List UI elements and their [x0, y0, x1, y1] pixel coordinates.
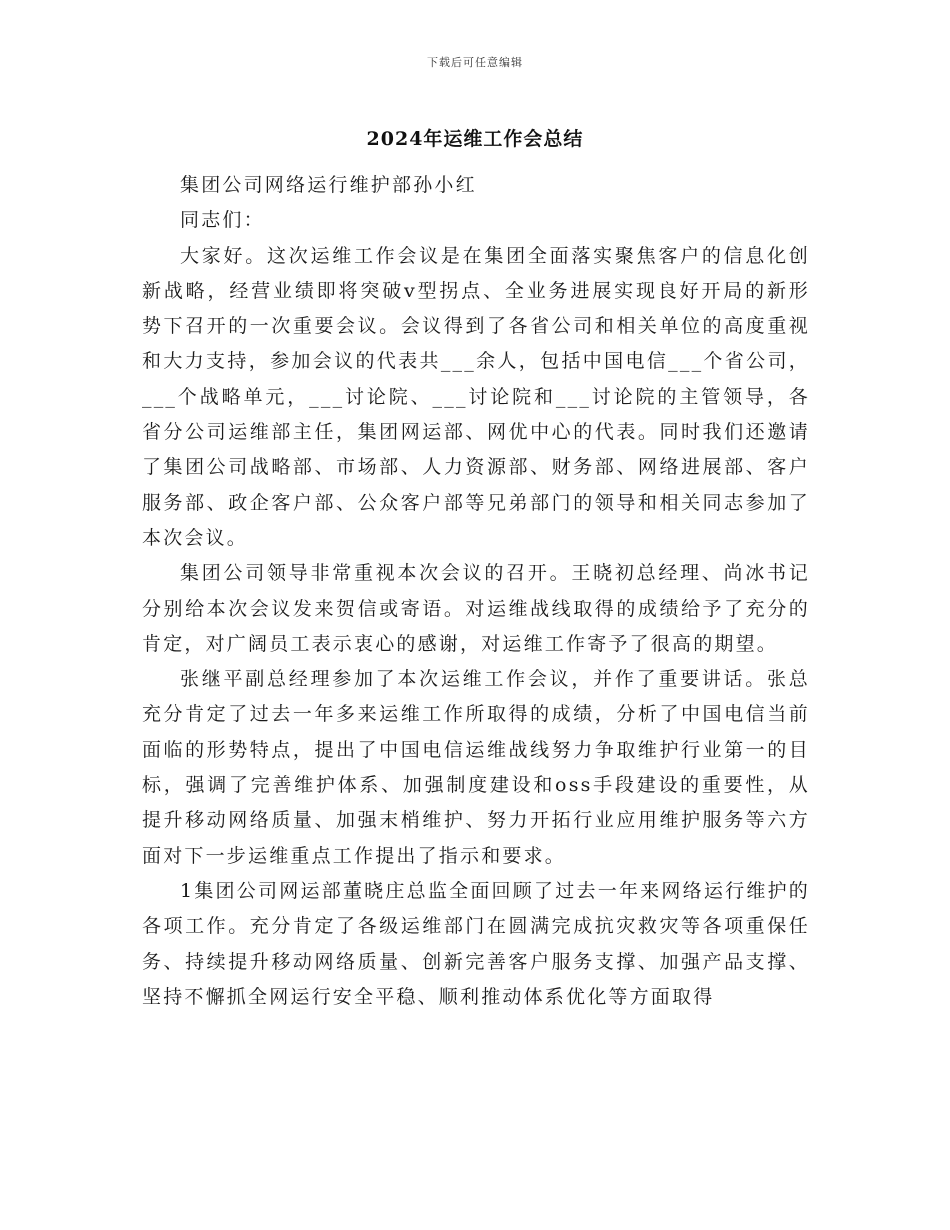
document-title: 2024年运维工作会总结 [366, 128, 584, 150]
document-body [142, 168, 810, 1015]
page-header-note: 下载后可任意编辑 [427, 56, 523, 69]
body-paragraph: 1集团公司网运部董晓庄总监全面回顾了过去一年来网络运行维护的各项工作。充分肯定了各级运维部门在圆满完成抗灾救灾等各项重保任务、持续提升移动网络质量、创新完善客户服务支撑、加强产品支撑、坚持不懈抓全网运行安全平稳、顺利推动体系优化等方面取得 [142, 879, 810, 1008]
body-paragraph: 集团公司领导非常重视本次会议的召开。王晓初总经理、尚冰书记分别给本次会议发来贺信或寄语。对运维战线取得的成绩给予了充分的肯定，对广阔员工表示衷心的感谢，对运维工作寄予了很高的期望。 [142, 562, 810, 655]
salutation: 同志们： [180, 209, 265, 232]
author-line: 集团公司网络运行维护部孙小红 [180, 174, 477, 196]
body-paragraph: 大家好。这次运维工作会议是在集团全面落实聚焦客户的信息化创新战略，经营业绩即将突破v型拐点、全业务进展实现良好开局的新形势下召开的一次重要会议。会议得到了各省公司和相关单位的高度重视和大力支持，参加会议的代表共___余人，包括中国电信___个省公司，___个战略单元，___讨论院、___讨论院和___讨论院的主管领导，各省分公司运维部主任，集团网运部、网优中心的代表。同时我们还邀请了集团公司战略部、市场部、人力资源部、财务部、网络进展部、客户服务部、政企客户部、公众客户部等兄弟部门的领导和相关同志参加了本次会议。 [142, 244, 810, 549]
body-paragraph: 张继平副总经理参加了本次运维工作会议，并作了重要讲话。张总充分肯定了过去一年多来运维工作所取得的成绩，分析了中国电信当前面临的形势特点，提出了中国电信运维战线努力争取维护行业第一的目标，强调了完善维护体系、加强制度建设和oss手段建设的重要性，从提升移动网络质量、加强末梢维护、努力开拓行业应用维护服务等六方面对下一步运维重点工作提出了指示和要求。 [142, 668, 810, 867]
